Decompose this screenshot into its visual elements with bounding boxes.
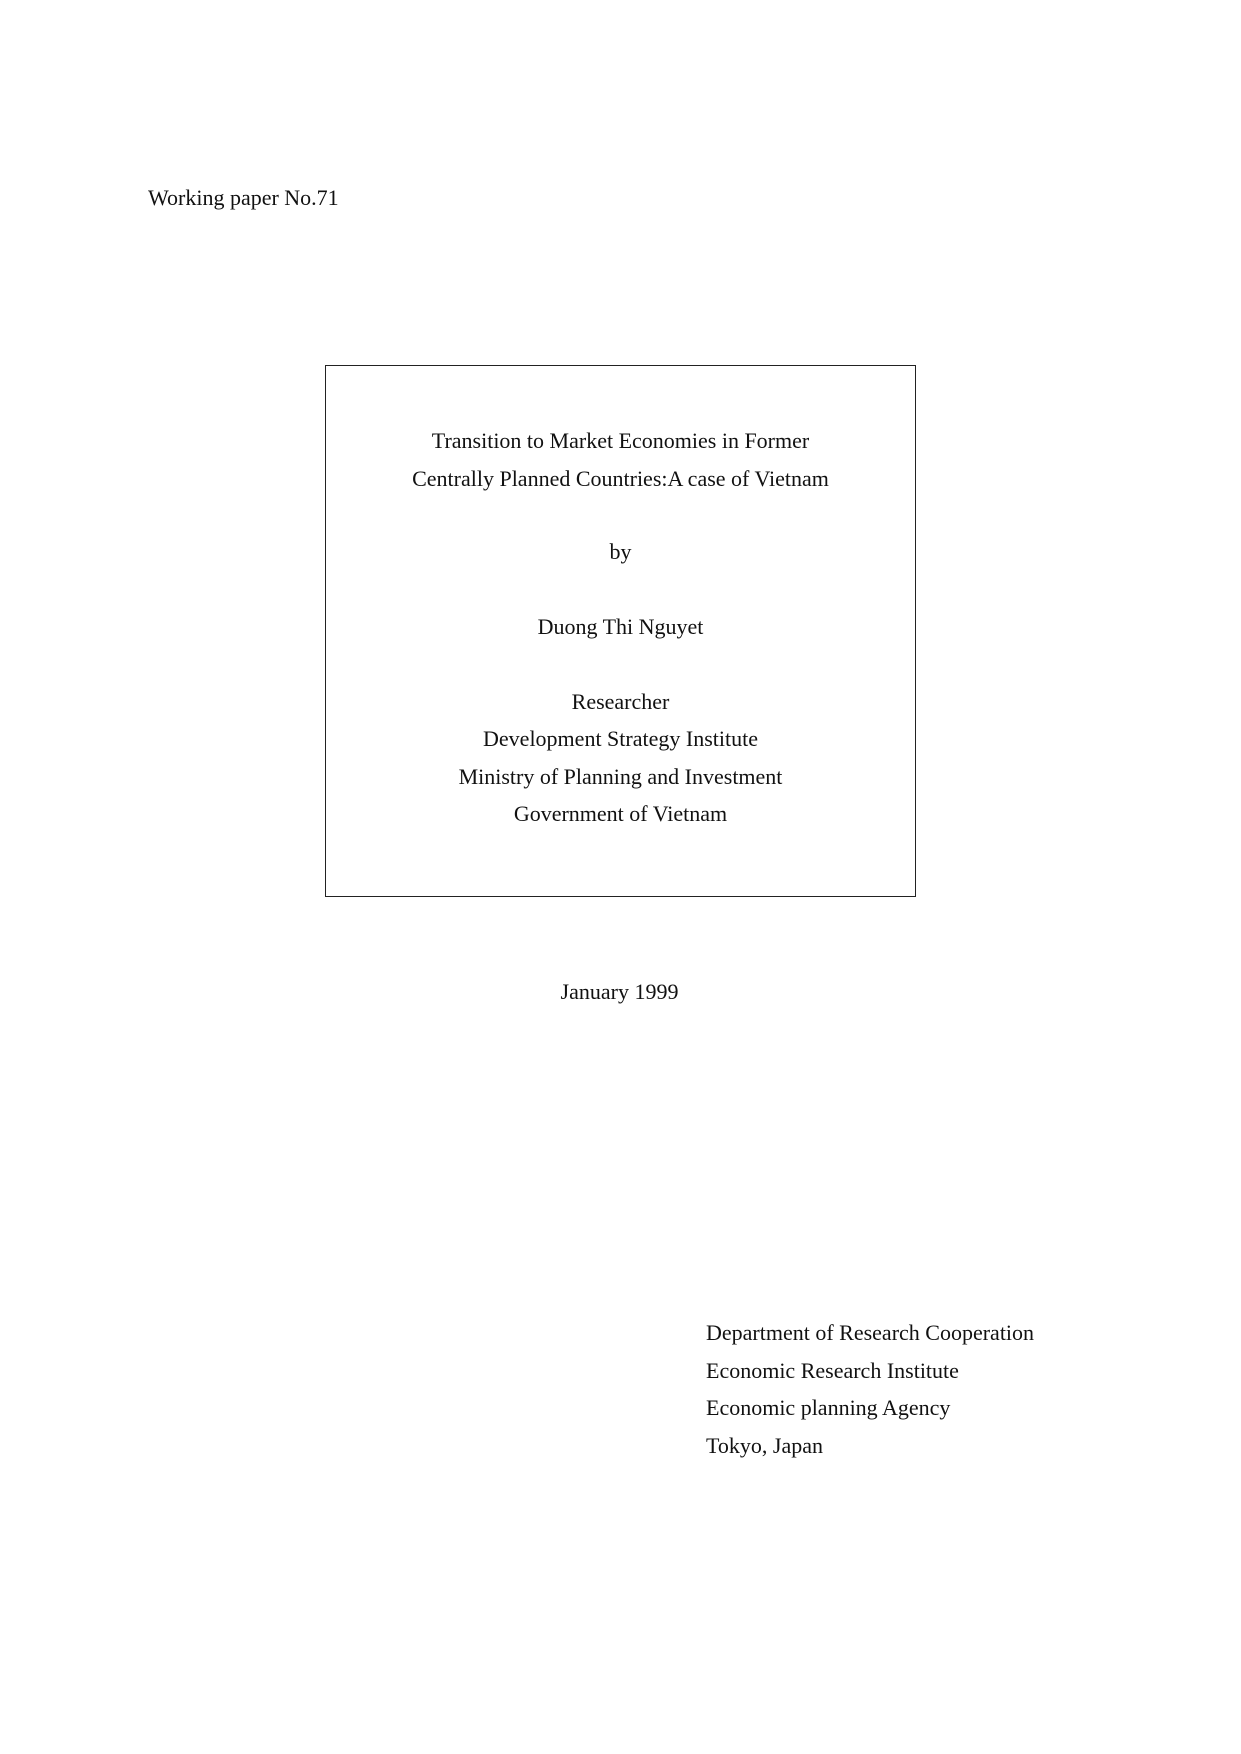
publisher-institute: Economic Research Institute bbox=[706, 1357, 959, 1383]
by-label: by bbox=[609, 539, 632, 564]
publisher-department: Department of Research Cooperation bbox=[706, 1320, 1035, 1345]
working-paper-number: Working paper No.71 bbox=[148, 185, 339, 210]
author-name: Duong Thi Nguyet bbox=[537, 614, 704, 639]
publication-date: January 1999 bbox=[560, 979, 679, 1004]
publisher-location: Tokyo, Japan bbox=[706, 1432, 823, 1458]
author-ministry: Ministry of Planning and Investment bbox=[458, 764, 783, 789]
publisher-agency: Economic planning Agency bbox=[706, 1395, 951, 1420]
author-government: Government of Vietnam bbox=[513, 801, 728, 826]
author-institute: Development Strategy Institute bbox=[483, 726, 758, 751]
publisher-address bbox=[706, 1314, 1034, 1464]
paper-title-line-2: Centrally Planned Countries:A case of Vietnam bbox=[412, 466, 829, 491]
paper-title-line-1: Transition to Market Economies in Former bbox=[431, 428, 810, 453]
author-position: Researcher bbox=[571, 689, 670, 714]
title-box bbox=[325, 365, 916, 897]
